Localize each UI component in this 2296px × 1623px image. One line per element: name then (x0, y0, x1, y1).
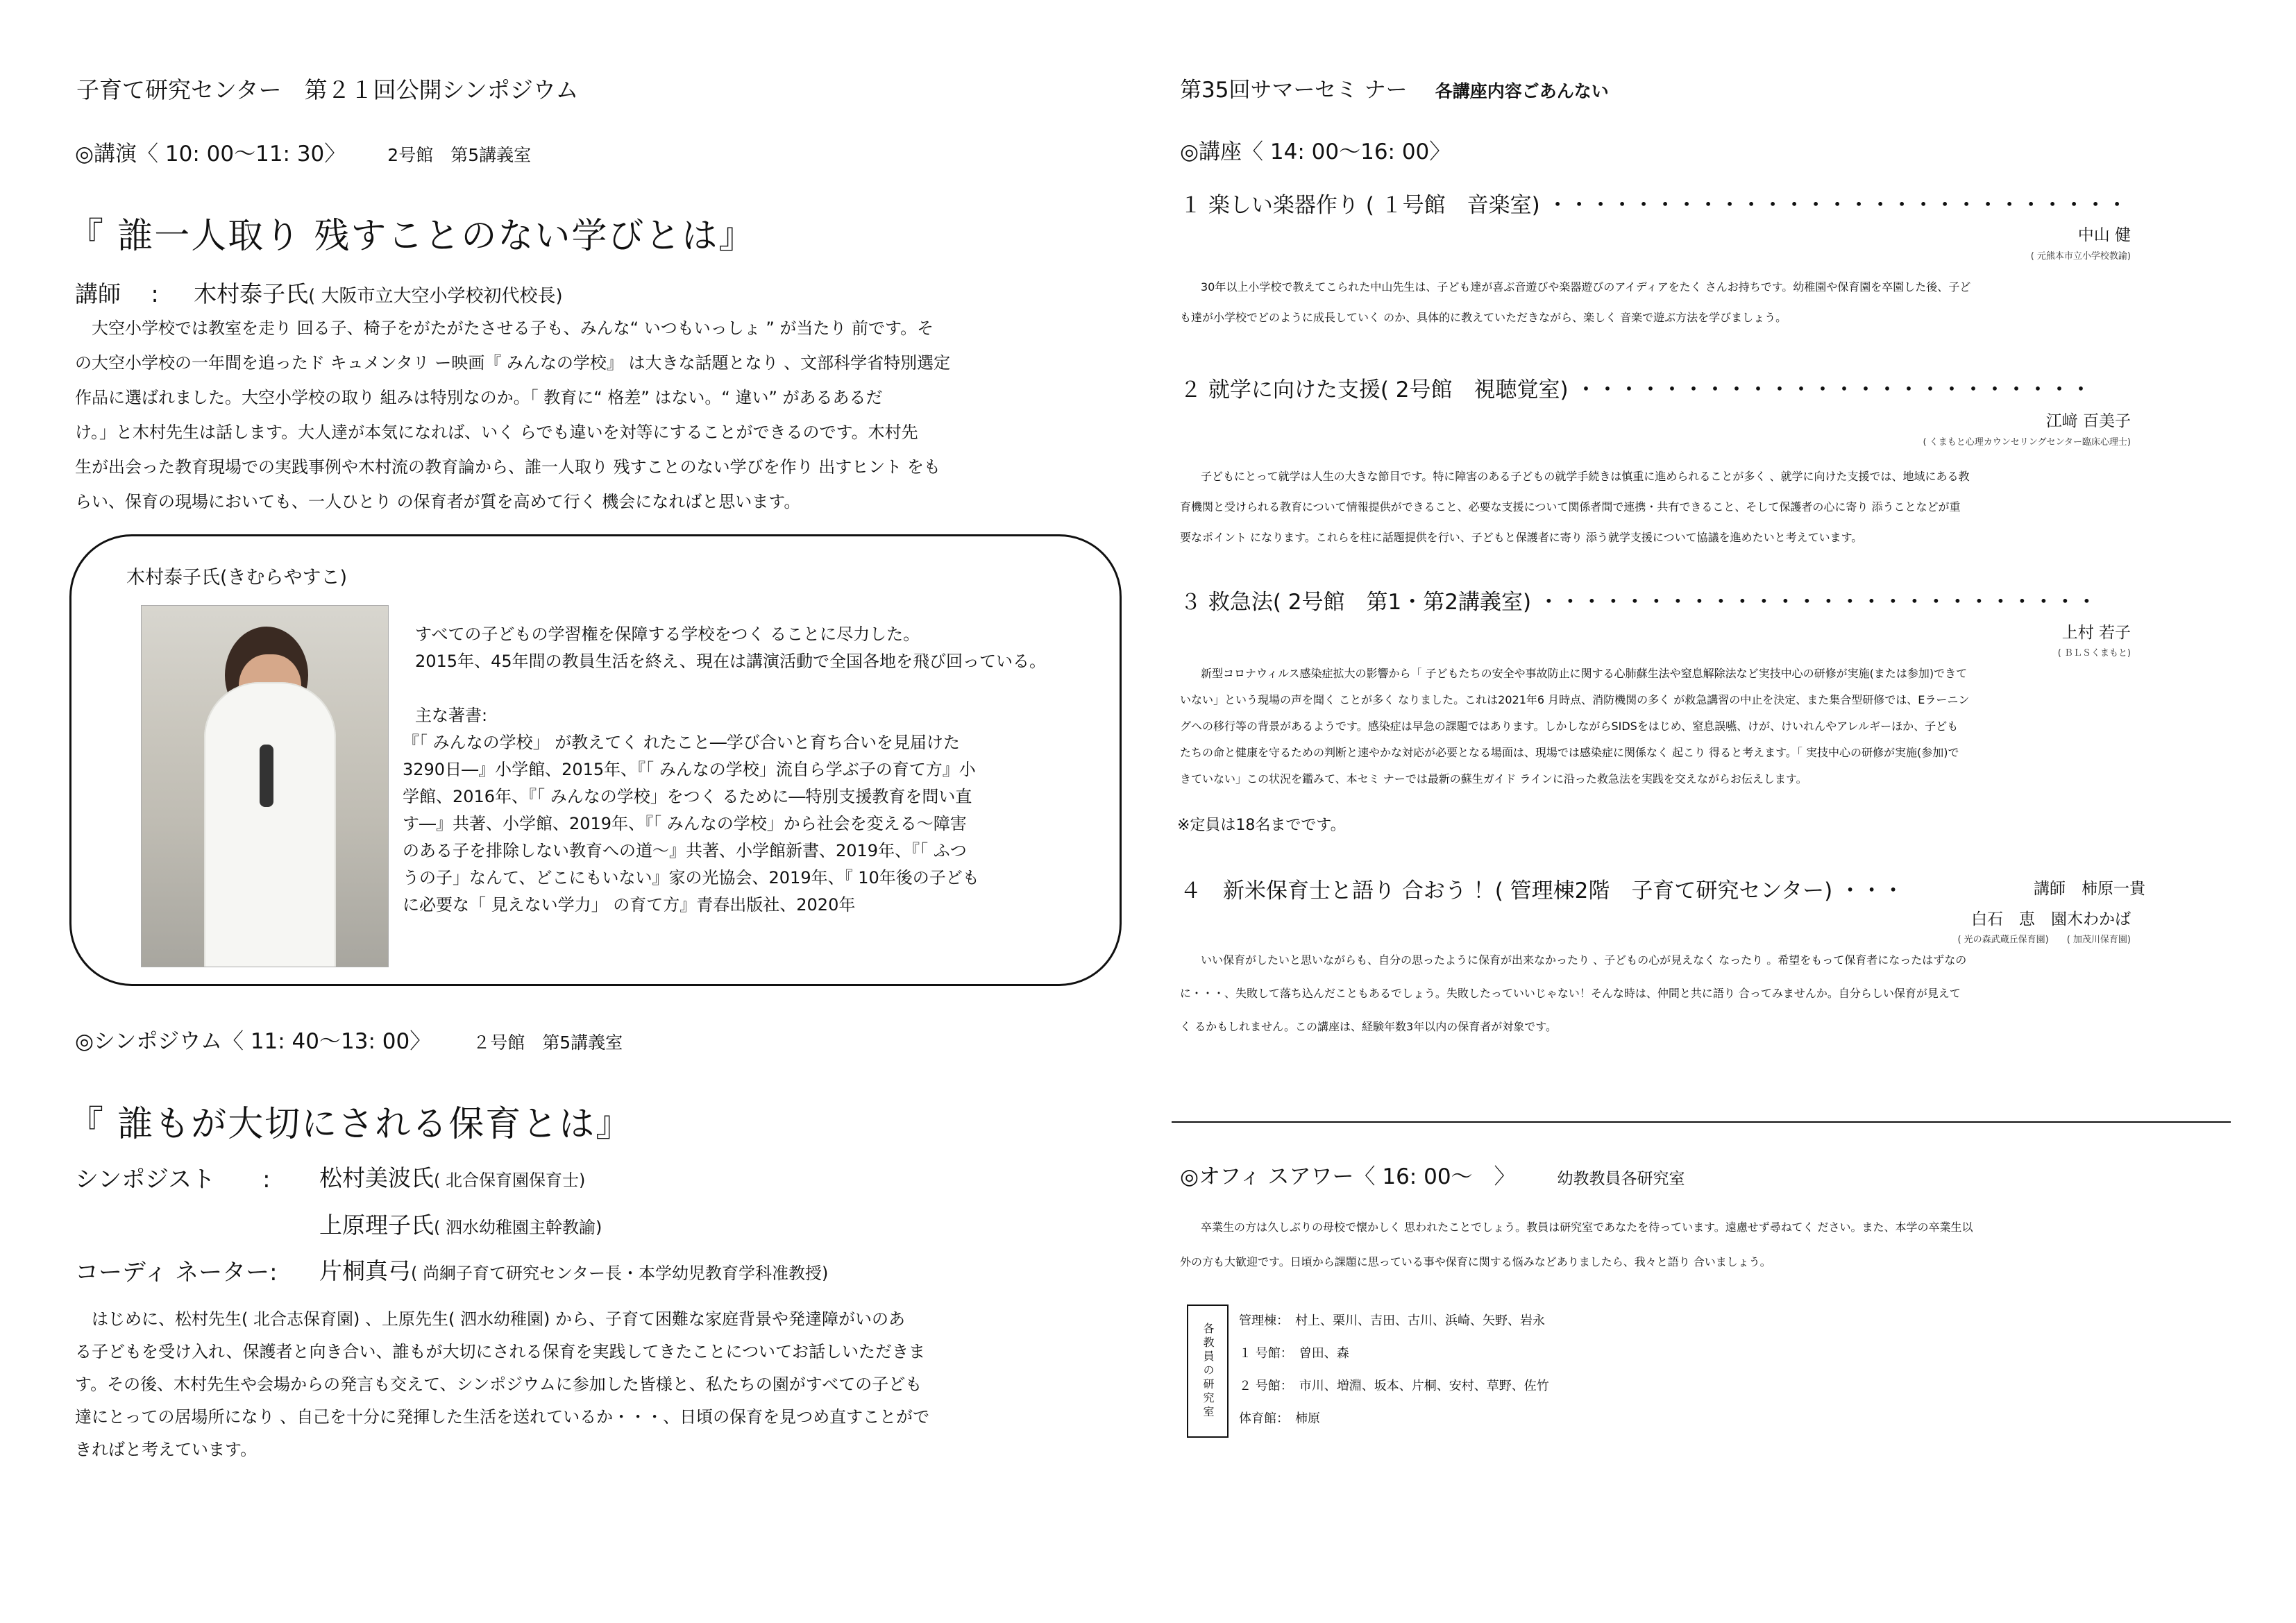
office-desc-line: 外の方も大歓迎です。日頃から課題に思っている事や保育に関する悩みなどありましたら、我々と語り 合いましょう。 (1180, 1255, 1771, 1268)
left-header: 子育て研究センター 第２１回公開シンポジウム (76, 76, 579, 103)
coordinator-name: 片桐真弓 (319, 1257, 411, 1284)
divider-line (1172, 1121, 2231, 1123)
course-2-lecturer: 江﨑 百美子 (2045, 412, 2131, 430)
panelists-label: シンポジスト : (75, 1166, 271, 1193)
symposium-desc-line: 達にとっての居場所になり 、自己を十分に発揮した生活を送れているか・・・、日頃の保育を見つめ直すことがで (75, 1407, 930, 1427)
lecturer-line (75, 276, 563, 309)
lecture-desc-line: 生が出会った教育現場での実践事例や木村流の教育論から、誰一人取り 残すことのない学びを作り 出すヒント をも (75, 457, 940, 477)
course-1-affiliation: ( 元熊本市立小学校教諭) (2030, 251, 2131, 262)
course-3-affiliation: ( ＢＬＳくまもと) (2057, 648, 2131, 658)
office-description (1180, 1210, 2235, 1280)
panelist-2-name: 上原理子氏 (319, 1212, 434, 1239)
panelist-1-name: 松村美波氏 (319, 1164, 434, 1191)
bio-line: 2015年、45年間の教員生活を終え、現在は講演活動で全国各地を飛び回っている。 (415, 652, 1047, 671)
lecture-desc-line: 作品に選ばれました。大空小学校の取り 組みは特別なのか。「 教育に“ 格差” はない。“ 違い” があるあるだ (75, 388, 883, 407)
lecture-heading (75, 136, 531, 167)
course-4-lecturers: 白石 恵 園木わかば (1971, 910, 2131, 928)
bio-text (403, 621, 1117, 919)
panelist-2-affiliation: ( 泗水幼稚園主幹教諭) (434, 1218, 602, 1237)
panelist-1-affiliation: ( 北合保育園保育士) (434, 1171, 586, 1190)
symposium-title: 『 誰もが大切にされる保育とは』 (68, 1104, 633, 1145)
lecture-desc-line: らい、保育の現場においても、一人ひとり の保育者が質を高めて行く 機会になればと思います。 (75, 492, 801, 511)
course-desc-line: 新型コロナウィルス感染症拡大の影響から「 子どもたちの安全や事故防止に関する心肺蘇生法や窒息解除法など実技中心の研修が実施(または参加)できて (1201, 667, 1968, 680)
course-3-title: ３ 救急法( 2号館 第1・第2講義室) ・・・・・・・・・・・・・・・・・・・・・・・・・・ (1180, 590, 2097, 615)
bio-line: す―』共著、小学館、2019年、『「 みんなの学校」から社会を変える〜障害 (403, 814, 967, 833)
course-4-title: ４ 新米保育士と語り 合おう ！( 管理棟2階 子育て研究センター) ・・・ (1180, 878, 1905, 903)
rooms-label-box: 各教員の研究室 (1187, 1305, 1229, 1438)
rooms-list-item: 管理棟： 村上、栗川、吉田、古川、浜崎、矢野、岩永 (1239, 1314, 1545, 1328)
course-desc-line: 30年以上小学校で教えてこられた中山先生は、子ども達が喜ぶ音遊びや楽器遊びのアイディアをたく さんお持ちです。幼稚園や保育園を卒園した後、子ど (1201, 280, 1971, 294)
rooms-list (1239, 1305, 1549, 1435)
rooms-list-item: ２ 号館： 市川、増淵、坂本、片桐、安村、草野、佐竹 (1239, 1379, 1549, 1393)
course-1-description (1180, 272, 2235, 333)
panelist-1 (319, 1160, 585, 1193)
seminar-subtitle: 各講座内容ごあんない (1435, 81, 1609, 101)
course-desc-line: に・・・、失敗して落ち込んだこともあるでしょう。失敗したっていいじゃない！そんな時は、仲間と共に語り 合ってみませんか。自分らしい保育が見えて (1180, 987, 1961, 1000)
course-3-lecturer: 上村 若子 (2061, 624, 2131, 642)
course-desc-line: 子どもにとって就学は人生の大きな節目です。特に障害のある子どもの就学手続きは慎重に進められることが多く 、就学に向けた支援では、地域にある教 (1201, 470, 1970, 483)
bio-line: 主な著書: (415, 706, 488, 725)
course-desc-line: 育機関と受けられる教育について情報提供ができること、必要な支援について関係者間で連携・共有できること、そして保護者の心に寄り 添うことなどが重 (1180, 500, 1961, 513)
course-desc-line: きていない」この状況を鑑みて、本セミ ナーでは最新の蘇生ガイド ラインに沿った救急法を実践を交えながらお伝えします。 (1180, 772, 1807, 785)
course-4-description (1180, 944, 2235, 1044)
office-time: ◎オフィ スアワー〈 16: 00〜 〉 (1180, 1164, 1516, 1189)
course-2-description (1180, 461, 2235, 553)
bio-name: 木村泰子氏(きむらやすこ) (126, 567, 348, 588)
panelist-2 (319, 1207, 602, 1240)
symposium-desc-line: はじめに、松村先生( 北合志保育園) 、上原先生( 泗水幼稚園) から、子育て困難な家庭背景や発達障がいのあ (92, 1309, 905, 1329)
right-header (1180, 72, 1609, 103)
course-1-lecturer: 中山 健 (2077, 226, 2131, 244)
bio-line: のある子を排除しない教育への道〜』共著、小学館新書、2019年、『「 ふつ (403, 841, 967, 860)
lecturer-photo (141, 605, 389, 967)
course-desc-line: も達が小学校でどのように成長していく のか、具体的に教えていただきながら、楽しく 音楽で遊ぶ方法を学びましょう。 (1180, 311, 1787, 324)
course-1-title: １ 楽しい楽器作り ( １号館 音楽室) ・・・・・・・・・・・・・・・・・・・・・・・・・・・ (1180, 193, 2128, 218)
coordinator-label: コーディ ネーター: (75, 1259, 278, 1286)
lecture-desc-line: の大空小学校の一年間を追ったド キュメンタリ ー映画『 みんなの学校』 は大きな話題となり 、文部科学省特別選定 (75, 353, 951, 373)
symposium-venue: ２号館 第5講義室 (473, 1033, 623, 1053)
course-desc-line: いい保育がしたいと思いながらも、自分の思ったように保育が出来なかったり 、子どもの心が見えなく なったり 。希望をもって保育者になったはずなの (1201, 953, 1967, 967)
course-desc-line: く るかもしれません。この講座は、経験年数3年以内の保育者が対象です。 (1180, 1020, 1557, 1033)
course-desc-line: 要なポイント になります。これらを柱に話題提供を行い、子どもと保護者に寄り 添う就学支援について協議を進めたいと考えています。 (1180, 531, 1863, 544)
course-3-note: ※定員は18名までです。 (1177, 817, 1346, 834)
rooms-list-item: 体育館： 柿原 (1239, 1411, 1320, 1426)
course-2-affiliation: ( くまもと心理カウンセリングセンター臨床心理士) (1923, 437, 2131, 448)
lecturer-name: 木村泰子氏 (194, 280, 309, 307)
course-3-description (1180, 661, 2235, 792)
symposium-time: ◎シンポジウム〈 11: 40〜13: 00〉 (75, 1029, 432, 1054)
lecturer-label: 講師 : (75, 280, 159, 307)
office-venue: 幼教教員各研究室 (1557, 1170, 1685, 1188)
lecture-description (75, 311, 1116, 519)
symposium-desc-line: す。その後、木村先生や会場からの発言も交えて、シンポジウムに参加した皆様と、私たちの園がすべての子ども (75, 1375, 922, 1394)
course-4-affiliation: ( 光の森武蔵丘保育園) ( 加茂川保育園) (1957, 935, 2131, 945)
lecture-desc-line: け。」と木村先生は話します。大人達が本気になれば、いく らでも違いを対等にすることができるのです。木村先 (75, 423, 918, 442)
bio-line: うの子」なんて、どこにもいない』家の光協会、2019年、『 10年後の子ども (403, 868, 979, 887)
course-heading: ◎講座〈 14: 00〜16: 00〉 (1180, 139, 1451, 164)
coordinator (319, 1253, 828, 1286)
lecture-desc-line: 大空小学校では教室を走り 回る子、椅子をがたがたさせる子も、みんな“ いつもいっしょ ” が当たり 前です。そ (92, 318, 934, 338)
rooms-list-item: １ 号館： 曽田、森 (1239, 1346, 1349, 1361)
coordinator-affiliation: ( 尚絅子育て研究センター長・本学幼児教育学科准教授) (411, 1264, 829, 1283)
lecture-time: ◎講演〈 10: 00〜11: 30〉 (75, 142, 346, 167)
course-desc-line: グへの移行等の背景があるようです。感染症は早急の課題ではあります。しかしながらSIDSをはじめ、窒息誤嚥、けが、けいれんやアレルギーほか、子ども (1180, 720, 1959, 733)
course-2-title: ２ 就学に向けた支援( 2号館 視聴覚室) ・・・・・・・・・・・・・・・・・・・・・・・・ (1180, 377, 2092, 402)
course-desc-line: いない」という現場の声を聞く ことが多く なりました。これは2021年6 月時点、消防機関の多く が救急講習の中止を決定、また集合型研修では、Eラーニン (1180, 693, 1970, 706)
seminar-title: 第35回サマーセミ ナー (1180, 78, 1408, 103)
bio-line: 学館、2016年、『「 みんなの学校」をつく るために―特別支援教育を問い直 (403, 787, 972, 806)
lecture-title: 『 誰一人取り 残すことのない学びとは』 (68, 216, 756, 257)
symposium-desc-line: る子どもを受け入れ、保護者と向き合い、誰もが大切にされる保育を実践してきたことについてお話しいただきま (75, 1342, 925, 1361)
office-heading (1180, 1159, 1685, 1190)
lecturer-affiliation: ( 大阪市立大空小学校初代校長) (308, 286, 563, 307)
lecture-venue: 2号館 第5講義室 (387, 145, 532, 165)
symposium-description (75, 1303, 1116, 1466)
bio-line: すべての子どもの学習権を保障する学校をつく ることに尽力した。 (415, 624, 920, 644)
bio-line: に必要な「 見えない学力」 の育て方』青春出版社、2020年 (403, 895, 856, 915)
bio-spacer (403, 675, 1117, 702)
symposium-desc-line: きればと考えています。 (75, 1440, 258, 1459)
course-4-lecturer-label: 講師 柿原一貴 (2034, 880, 2145, 898)
symposium-heading (75, 1023, 623, 1055)
bio-line: 『「 みんなの学校」 が教えてく れたこと―学び合いと育ち合いを見届けた (403, 733, 960, 752)
course-desc-line: たちの命と健康を守るための判断と速やかな対応が必要となる場面は、現場では感染症に関係なく 起こり 得ると考えます。「 実技中心の研修が実施(参加)で (1180, 746, 1959, 759)
office-desc-line: 卒業生の方は久しぶりの母校で懐かしく 思われたことでしょう。教員は研究室であなたを待っています。遠慮せず尋ねてく ださい。また、本学の卒業生以 (1201, 1221, 1973, 1234)
bio-line: 3290日―』小学館、2015年、『「 みんなの学校」流自ら学ぶ子の育て方』小 (403, 760, 976, 779)
